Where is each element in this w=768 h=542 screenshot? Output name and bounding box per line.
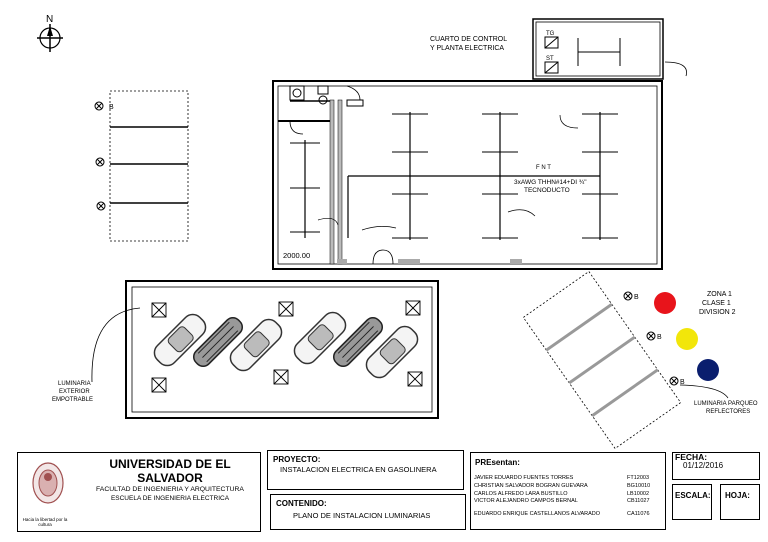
presenter-name: CARLOS ALFREDO LARA BUSTILLO (474, 491, 568, 497)
zone-color-yellow (676, 328, 698, 350)
project-value: INSTALACION ELECTRICA EN GASOLINERA (280, 465, 437, 474)
zone-color-red (654, 292, 676, 314)
sheet-block (720, 484, 760, 520)
presenters-block (470, 452, 666, 530)
dimension-label: 2000.00 (283, 251, 311, 260)
fixture-tag-3: B (680, 379, 685, 386)
exterior-legend-line3: EMPOTRABLE (52, 397, 94, 403)
presenter-name: CHRISTIAN SALVADOR BOGRAN GUEVARA (474, 483, 588, 489)
zone-line2: CLASE 1 (702, 300, 731, 307)
control-room-title-1: CUARTO DE CONTROL (430, 36, 508, 43)
parking-legend-line1: LUMINARIA PARQUEO (694, 401, 758, 407)
parking-leader-line (680, 385, 728, 398)
main-building (273, 81, 662, 269)
date-block (672, 452, 760, 480)
zone-line3: DIVISION 2 (699, 309, 736, 316)
control-room-title-2: Y PLANTA ELECTRICA (430, 45, 505, 52)
parking-legend-line2: REFLECTORES (706, 409, 751, 415)
content-block (270, 494, 466, 530)
exterior-legend-line1: LUMINARIA (58, 381, 91, 387)
presenter-name: VICTOR ALEJANDRO CAMPOS BERNAL (474, 498, 578, 504)
date-value: 01/12/2016 (683, 461, 724, 470)
panel-tg-label: TG (546, 31, 555, 37)
north-label: N (46, 14, 54, 25)
circuit-spec-line2: TECNODUCTO (524, 187, 570, 194)
faculty-label: FACULTAD DE INGENIERIA Y ARQUITECTURA (96, 486, 244, 493)
presenter-name: EDUARDO ENRIQUE CASTELLANOS ALVARADO (474, 511, 601, 517)
circuit-phases-label: F N T (536, 165, 551, 171)
presenter-id: FT12003 (627, 475, 650, 481)
presenter-id: CA11076 (627, 511, 650, 517)
scale-label: ESCALA: (675, 491, 711, 500)
presentan-label: PREsentan: (475, 458, 520, 467)
sheet-label: HOJA: (725, 491, 750, 500)
university-seal-icon (28, 459, 68, 515)
fixture-tag-1: B (634, 294, 639, 301)
university-block (17, 452, 261, 532)
university-name-line2: SALVADOR (137, 471, 203, 485)
fixture-tag-2: B (657, 334, 662, 341)
presenter-name: JAVIER EDUARDO FUENTES TORRES (474, 475, 574, 481)
canopy-left (110, 91, 188, 241)
university-name-line1: UNIVERSIDAD DE EL (109, 457, 231, 471)
project-label: PROYECTO: (273, 455, 321, 464)
zone-color-navy (697, 359, 719, 381)
presenter-id: BG10010 (627, 483, 651, 489)
university-motto: Hacia la libertad por la cultura (22, 517, 68, 527)
zone-line1: ZONA 1 (707, 291, 732, 298)
presenter-id: CB11027 (627, 498, 650, 504)
project-block (267, 450, 464, 490)
panel-st-label: ST (546, 56, 554, 62)
school-label: ESCUELA DE INGENIERIA ELECTRICA (110, 495, 230, 502)
presenter-id: LB10002 (627, 491, 650, 497)
circuit-spec-line1: 3xAWG THHN#14+DI ¾" (514, 179, 587, 186)
scale-block (672, 484, 712, 520)
exterior-legend-line2: EXTERIOR (59, 389, 90, 395)
fixture-tag-4: B (109, 104, 114, 111)
content-label: CONTENIDO: (276, 499, 327, 508)
canopy-left-fixture-icons (95, 102, 105, 210)
north-compass-icon (37, 24, 63, 52)
date-label: FECHA: (675, 452, 708, 462)
control-room (533, 19, 687, 79)
content-value: PLANO DE INSTALACION LUMINARIAS (293, 511, 431, 520)
